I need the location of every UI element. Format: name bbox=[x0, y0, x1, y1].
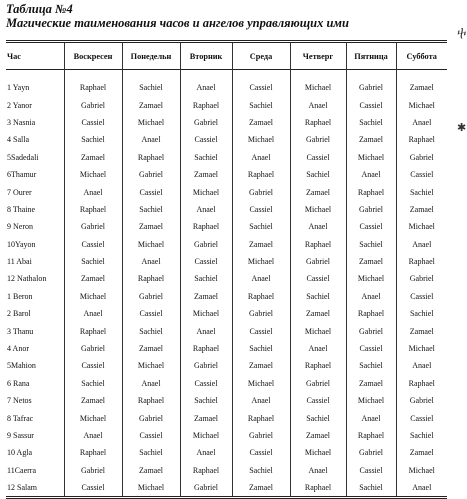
table-row bbox=[6, 444, 447, 461]
angel-cell: Zamael bbox=[290, 183, 346, 200]
angel-cell: Sachiel bbox=[346, 114, 396, 131]
angel-cell: Raphael bbox=[290, 357, 346, 374]
hour-name-cell: 10Yayon bbox=[7, 239, 36, 249]
angel-cell: Anael bbox=[396, 357, 447, 374]
angel-cell: Zamael bbox=[346, 253, 396, 270]
hour-name-cell: 2 Yanor bbox=[7, 100, 32, 110]
angel-cell: Michael bbox=[290, 201, 346, 218]
spacer-cell bbox=[64, 70, 122, 80]
angel-cell: Sachiel bbox=[396, 183, 447, 200]
angel-cell: Sachiel bbox=[180, 149, 232, 166]
angel-cell: Anael bbox=[290, 340, 346, 357]
angel-cell: Zamael bbox=[232, 479, 290, 498]
angel-cell: Sachiel bbox=[122, 201, 180, 218]
table-row bbox=[6, 79, 447, 96]
angel-cell: Zamael bbox=[346, 131, 396, 148]
column-header-saturday: Суббота bbox=[396, 42, 447, 70]
column-header-thursday: Четверг bbox=[290, 42, 346, 70]
angel-cell: Zamael bbox=[290, 427, 346, 444]
angel-cell: Michael bbox=[122, 479, 180, 498]
angel-cell: Anael bbox=[180, 79, 232, 96]
angel-cell: Gabriel bbox=[64, 218, 122, 235]
angel-cell: Zamael bbox=[122, 340, 180, 357]
table-row bbox=[6, 270, 447, 287]
angel-cell: Michael bbox=[346, 392, 396, 409]
angel-cell: Anael bbox=[396, 114, 447, 131]
hour-name-cell: 8 Thaine bbox=[7, 204, 36, 214]
table-row bbox=[6, 131, 447, 148]
angel-cell: Anael bbox=[346, 166, 396, 183]
angel-cell: Gabriel bbox=[122, 288, 180, 305]
angel-cell: Michael bbox=[64, 288, 122, 305]
hour-name-cell: 6 Rana bbox=[7, 378, 30, 388]
table-row bbox=[6, 166, 447, 183]
spacer-cell bbox=[232, 70, 290, 80]
angel-cell: Michael bbox=[232, 253, 290, 270]
hour-name-cell: 3 Thanu bbox=[7, 326, 34, 336]
angel-cell: Anael bbox=[232, 149, 290, 166]
table-row bbox=[6, 322, 447, 339]
angel-cell: Zamael bbox=[396, 201, 447, 218]
angel-cell: Raphael bbox=[64, 79, 122, 96]
angel-cell: Michael bbox=[180, 183, 232, 200]
table-row bbox=[6, 236, 447, 253]
angel-cell: Raphael bbox=[122, 392, 180, 409]
angel-cell: Gabriel bbox=[290, 253, 346, 270]
hour-name-cell: 9 Neron bbox=[7, 222, 33, 232]
column-header-friday: Пятница bbox=[346, 42, 396, 70]
column-header-sunday: Воскресен bbox=[64, 42, 122, 70]
angel-cell: Zamael bbox=[180, 409, 232, 426]
angel-cell: Cassiel bbox=[346, 340, 396, 357]
angel-cell: Cassiel bbox=[290, 149, 346, 166]
table-row bbox=[6, 288, 447, 305]
angel-cell: Sachiel bbox=[290, 409, 346, 426]
angel-cell: Gabriel bbox=[396, 149, 447, 166]
margin-mark-top: ⴕ bbox=[457, 27, 467, 39]
margin-mark-star: ✱ bbox=[457, 122, 467, 134]
angel-cell: Gabriel bbox=[396, 270, 447, 287]
angel-cell: Zamael bbox=[122, 218, 180, 235]
angel-cell: Cassiel bbox=[232, 444, 290, 461]
angel-cell: Anael bbox=[64, 305, 122, 322]
angel-cell: Cassiel bbox=[232, 201, 290, 218]
angel-cell: Cassiel bbox=[180, 375, 232, 392]
angel-cell: Sachiel bbox=[290, 166, 346, 183]
angel-cell: Raphael bbox=[180, 96, 232, 113]
hour-name-cell: 2 Barol bbox=[7, 309, 31, 319]
angel-cell: Cassiel bbox=[122, 427, 180, 444]
angel-cell: Anael bbox=[122, 131, 180, 148]
angel-cell: Michael bbox=[396, 96, 447, 113]
angel-cell: Gabriel bbox=[232, 305, 290, 322]
angel-cell: Gabriel bbox=[232, 183, 290, 200]
angel-cell: Michael bbox=[396, 462, 447, 479]
angel-cell: Anael bbox=[64, 183, 122, 200]
angel-cell: Raphael bbox=[290, 236, 346, 253]
angel-cell: Zamael bbox=[180, 288, 232, 305]
angel-cell: Zamael bbox=[64, 149, 122, 166]
hour-name-cell: 1 Yayn bbox=[7, 83, 30, 93]
hour-name-cell: 3 Nasnia bbox=[7, 117, 36, 127]
angel-cell: Raphael bbox=[396, 253, 447, 270]
angel-cell: Gabriel bbox=[180, 479, 232, 498]
angel-cell: Michael bbox=[396, 218, 447, 235]
angel-cell: Michael bbox=[64, 409, 122, 426]
angel-cell: Sachiel bbox=[396, 427, 447, 444]
table-row bbox=[6, 479, 447, 498]
angel-cell: Michael bbox=[346, 149, 396, 166]
angel-cell: Michael bbox=[346, 270, 396, 287]
table-row bbox=[6, 201, 447, 218]
angel-cell: Gabriel bbox=[180, 357, 232, 374]
angel-cell: Anael bbox=[290, 218, 346, 235]
column-header-tuesday: Вторник bbox=[180, 42, 232, 70]
column-header-wednesday: Среда bbox=[232, 42, 290, 70]
angel-cell: Cassiel bbox=[180, 253, 232, 270]
angel-cell: Cassiel bbox=[346, 96, 396, 113]
angel-cell: Anael bbox=[122, 375, 180, 392]
angel-cell: Sachiel bbox=[232, 462, 290, 479]
angel-cell: Anael bbox=[346, 288, 396, 305]
angel-cell: Zamael bbox=[232, 114, 290, 131]
angel-cell: Anael bbox=[290, 462, 346, 479]
angel-cell: Sachiel bbox=[232, 218, 290, 235]
angel-cell: Anael bbox=[290, 96, 346, 113]
spacer-cell bbox=[180, 70, 232, 80]
angel-cell: Zamael bbox=[232, 236, 290, 253]
angel-cell: Sachiel bbox=[232, 96, 290, 113]
angel-cell: Gabriel bbox=[396, 392, 447, 409]
angel-cell: Raphael bbox=[232, 409, 290, 426]
table-subtitle: Магические таименования часов и ангелов управляющих ими bbox=[6, 16, 349, 30]
hour-name-cell: 11 Abai bbox=[7, 257, 32, 267]
spacer-cell bbox=[6, 70, 64, 80]
table-row bbox=[6, 305, 447, 322]
hour-name-cell: 4 Salla bbox=[7, 135, 29, 145]
angel-cell: Raphael bbox=[396, 375, 447, 392]
column-header-monday: Понедельн bbox=[122, 42, 180, 70]
angel-cell: Zamael bbox=[64, 392, 122, 409]
table-row bbox=[6, 392, 447, 409]
table-caption bbox=[6, 2, 446, 30]
table-title: Таблица №4 bbox=[6, 2, 73, 16]
angel-cell: Sachiel bbox=[64, 131, 122, 148]
angel-cell: Raphael bbox=[122, 149, 180, 166]
spacer-cell bbox=[346, 70, 396, 80]
angel-cell: Raphael bbox=[346, 427, 396, 444]
angel-cell: Michael bbox=[64, 166, 122, 183]
hour-name-cell: 12 Salam bbox=[7, 483, 37, 493]
table-row bbox=[6, 427, 447, 444]
angel-cell: Raphael bbox=[122, 270, 180, 287]
angel-cell: Anael bbox=[122, 253, 180, 270]
hour-name-cell: 9 Sassur bbox=[7, 431, 34, 440]
angel-cell: Zamael bbox=[290, 305, 346, 322]
angel-cell: Sachiel bbox=[232, 340, 290, 357]
angel-cell: Raphael bbox=[64, 444, 122, 461]
angel-cell: Anael bbox=[396, 479, 447, 498]
angel-cell: Anael bbox=[64, 427, 122, 444]
angel-cell: Michael bbox=[290, 79, 346, 96]
angel-cell: Zamael bbox=[346, 375, 396, 392]
angel-cell: Cassiel bbox=[64, 236, 122, 253]
angel-cell: Sachiel bbox=[396, 305, 447, 322]
angel-cell: Michael bbox=[290, 322, 346, 339]
angel-cell: Gabriel bbox=[290, 375, 346, 392]
angel-cell: Sachiel bbox=[180, 270, 232, 287]
angel-cell: Cassiel bbox=[396, 166, 447, 183]
angel-cell: Sachiel bbox=[122, 79, 180, 96]
angel-cell: Michael bbox=[122, 114, 180, 131]
angel-cell: Raphael bbox=[180, 218, 232, 235]
angel-cell: Gabriel bbox=[232, 427, 290, 444]
table-row bbox=[6, 114, 447, 131]
angel-cell: Cassiel bbox=[64, 479, 122, 498]
angel-cell: Raphael bbox=[290, 114, 346, 131]
angel-cell: Raphael bbox=[64, 322, 122, 339]
angel-cell: Raphael bbox=[232, 166, 290, 183]
angel-cell: Michael bbox=[122, 357, 180, 374]
angel-cell: Michael bbox=[180, 305, 232, 322]
angel-cell: Gabriel bbox=[346, 322, 396, 339]
angel-cell: Anael bbox=[180, 322, 232, 339]
angel-cell: Raphael bbox=[346, 183, 396, 200]
spacer-row bbox=[6, 70, 447, 80]
angel-cell: Cassiel bbox=[64, 114, 122, 131]
angel-cell: Sachiel bbox=[122, 322, 180, 339]
angel-cell: Raphael bbox=[396, 131, 447, 148]
angel-cell: Zamael bbox=[396, 79, 447, 96]
angel-cell: Michael bbox=[290, 444, 346, 461]
angel-cell: Raphael bbox=[232, 288, 290, 305]
angel-cell: Cassiel bbox=[346, 218, 396, 235]
angel-cell: Raphael bbox=[346, 305, 396, 322]
angel-cell: Raphael bbox=[290, 479, 346, 498]
angel-cell: Gabriel bbox=[64, 96, 122, 113]
table-row bbox=[6, 218, 447, 235]
angel-cell: Cassiel bbox=[346, 462, 396, 479]
angel-cell: Cassiel bbox=[290, 392, 346, 409]
angel-cell: Sachiel bbox=[122, 444, 180, 461]
table-row bbox=[6, 340, 447, 357]
angel-cell: Cassiel bbox=[180, 131, 232, 148]
table-row bbox=[6, 96, 447, 113]
hour-name-cell: 5Mahion bbox=[7, 361, 36, 371]
spacer-cell bbox=[290, 70, 346, 80]
angel-cell: Cassiel bbox=[290, 270, 346, 287]
angel-cell: Anael bbox=[180, 444, 232, 461]
angel-cell: Michael bbox=[180, 427, 232, 444]
angel-cell: Michael bbox=[232, 375, 290, 392]
angel-cell: Cassiel bbox=[122, 183, 180, 200]
hour-name-cell: 5Sadedali bbox=[7, 152, 39, 162]
angel-cell: Zamael bbox=[122, 96, 180, 113]
angel-cell: Raphael bbox=[180, 340, 232, 357]
angel-cell: Gabriel bbox=[64, 462, 122, 479]
angel-cell: Zamael bbox=[232, 357, 290, 374]
angel-cell: Gabriel bbox=[180, 236, 232, 253]
angel-cell: Anael bbox=[346, 409, 396, 426]
hour-name-cell: 1 Beron bbox=[7, 291, 33, 301]
hour-name-cell: 11Caerra bbox=[7, 465, 37, 475]
hour-name-cell: 7 Ourer bbox=[7, 187, 32, 197]
table-row bbox=[6, 462, 447, 479]
angel-cell: Gabriel bbox=[180, 114, 232, 131]
table-row bbox=[6, 357, 447, 374]
angel-cell: Cassiel bbox=[232, 322, 290, 339]
angel-cell: Gabriel bbox=[346, 201, 396, 218]
angel-cell: Cassiel bbox=[64, 357, 122, 374]
hour-name-cell: 7 Netos bbox=[7, 396, 32, 406]
angel-cell: Gabriel bbox=[346, 79, 396, 96]
angel-cell: Zamael bbox=[64, 270, 122, 287]
table-row bbox=[6, 149, 447, 166]
angel-cell: Anael bbox=[232, 270, 290, 287]
hour-name-cell: 10 Agla bbox=[7, 448, 33, 458]
spacer-cell bbox=[122, 70, 180, 80]
hours-angels-table bbox=[6, 40, 447, 499]
angel-cell: Michael bbox=[232, 131, 290, 148]
angel-cell: Cassiel bbox=[122, 305, 180, 322]
header-row bbox=[6, 42, 447, 70]
column-header-hour: Час bbox=[7, 51, 21, 61]
angel-cell: Sachiel bbox=[64, 375, 122, 392]
angel-cell: Sachiel bbox=[346, 236, 396, 253]
table-row bbox=[6, 375, 447, 392]
angel-cell: Raphael bbox=[64, 201, 122, 218]
angel-cell: Sachiel bbox=[180, 392, 232, 409]
angel-cell: Sachiel bbox=[346, 357, 396, 374]
angel-cell: Zamael bbox=[396, 444, 447, 461]
angel-cell: Gabriel bbox=[290, 131, 346, 148]
angel-cell: Gabriel bbox=[64, 340, 122, 357]
angel-cell: Zamael bbox=[180, 166, 232, 183]
angel-cell: Anael bbox=[232, 392, 290, 409]
hour-name-cell: 12 Nathalon bbox=[7, 274, 47, 284]
spacer-cell bbox=[396, 70, 447, 80]
angel-cell: Michael bbox=[122, 236, 180, 253]
angel-cell: Gabriel bbox=[122, 166, 180, 183]
angel-cell: Cassiel bbox=[396, 409, 447, 426]
angel-cell: Sachiel bbox=[64, 253, 122, 270]
angel-cell: Cassiel bbox=[232, 79, 290, 96]
hour-name-cell: 6Thamur bbox=[7, 170, 37, 180]
angel-cell: Raphael bbox=[180, 462, 232, 479]
angel-cell: Cassiel bbox=[396, 288, 447, 305]
angel-cell: Gabriel bbox=[346, 444, 396, 461]
angel-cell: Anael bbox=[396, 236, 447, 253]
angel-cell: Sachiel bbox=[346, 479, 396, 498]
table-row bbox=[6, 183, 447, 200]
angel-cell: Sachiel bbox=[290, 288, 346, 305]
angel-cell: Zamael bbox=[122, 462, 180, 479]
table-row bbox=[6, 409, 447, 426]
hour-name-cell: 4 Anor bbox=[7, 344, 29, 354]
angel-cell: Gabriel bbox=[122, 409, 180, 426]
table-row bbox=[6, 253, 447, 270]
angel-cell: Michael bbox=[396, 340, 447, 357]
angel-cell: Anael bbox=[180, 201, 232, 218]
angel-cell: Zamael bbox=[396, 322, 447, 339]
hour-name-cell: 8 Tafrac bbox=[7, 413, 34, 423]
